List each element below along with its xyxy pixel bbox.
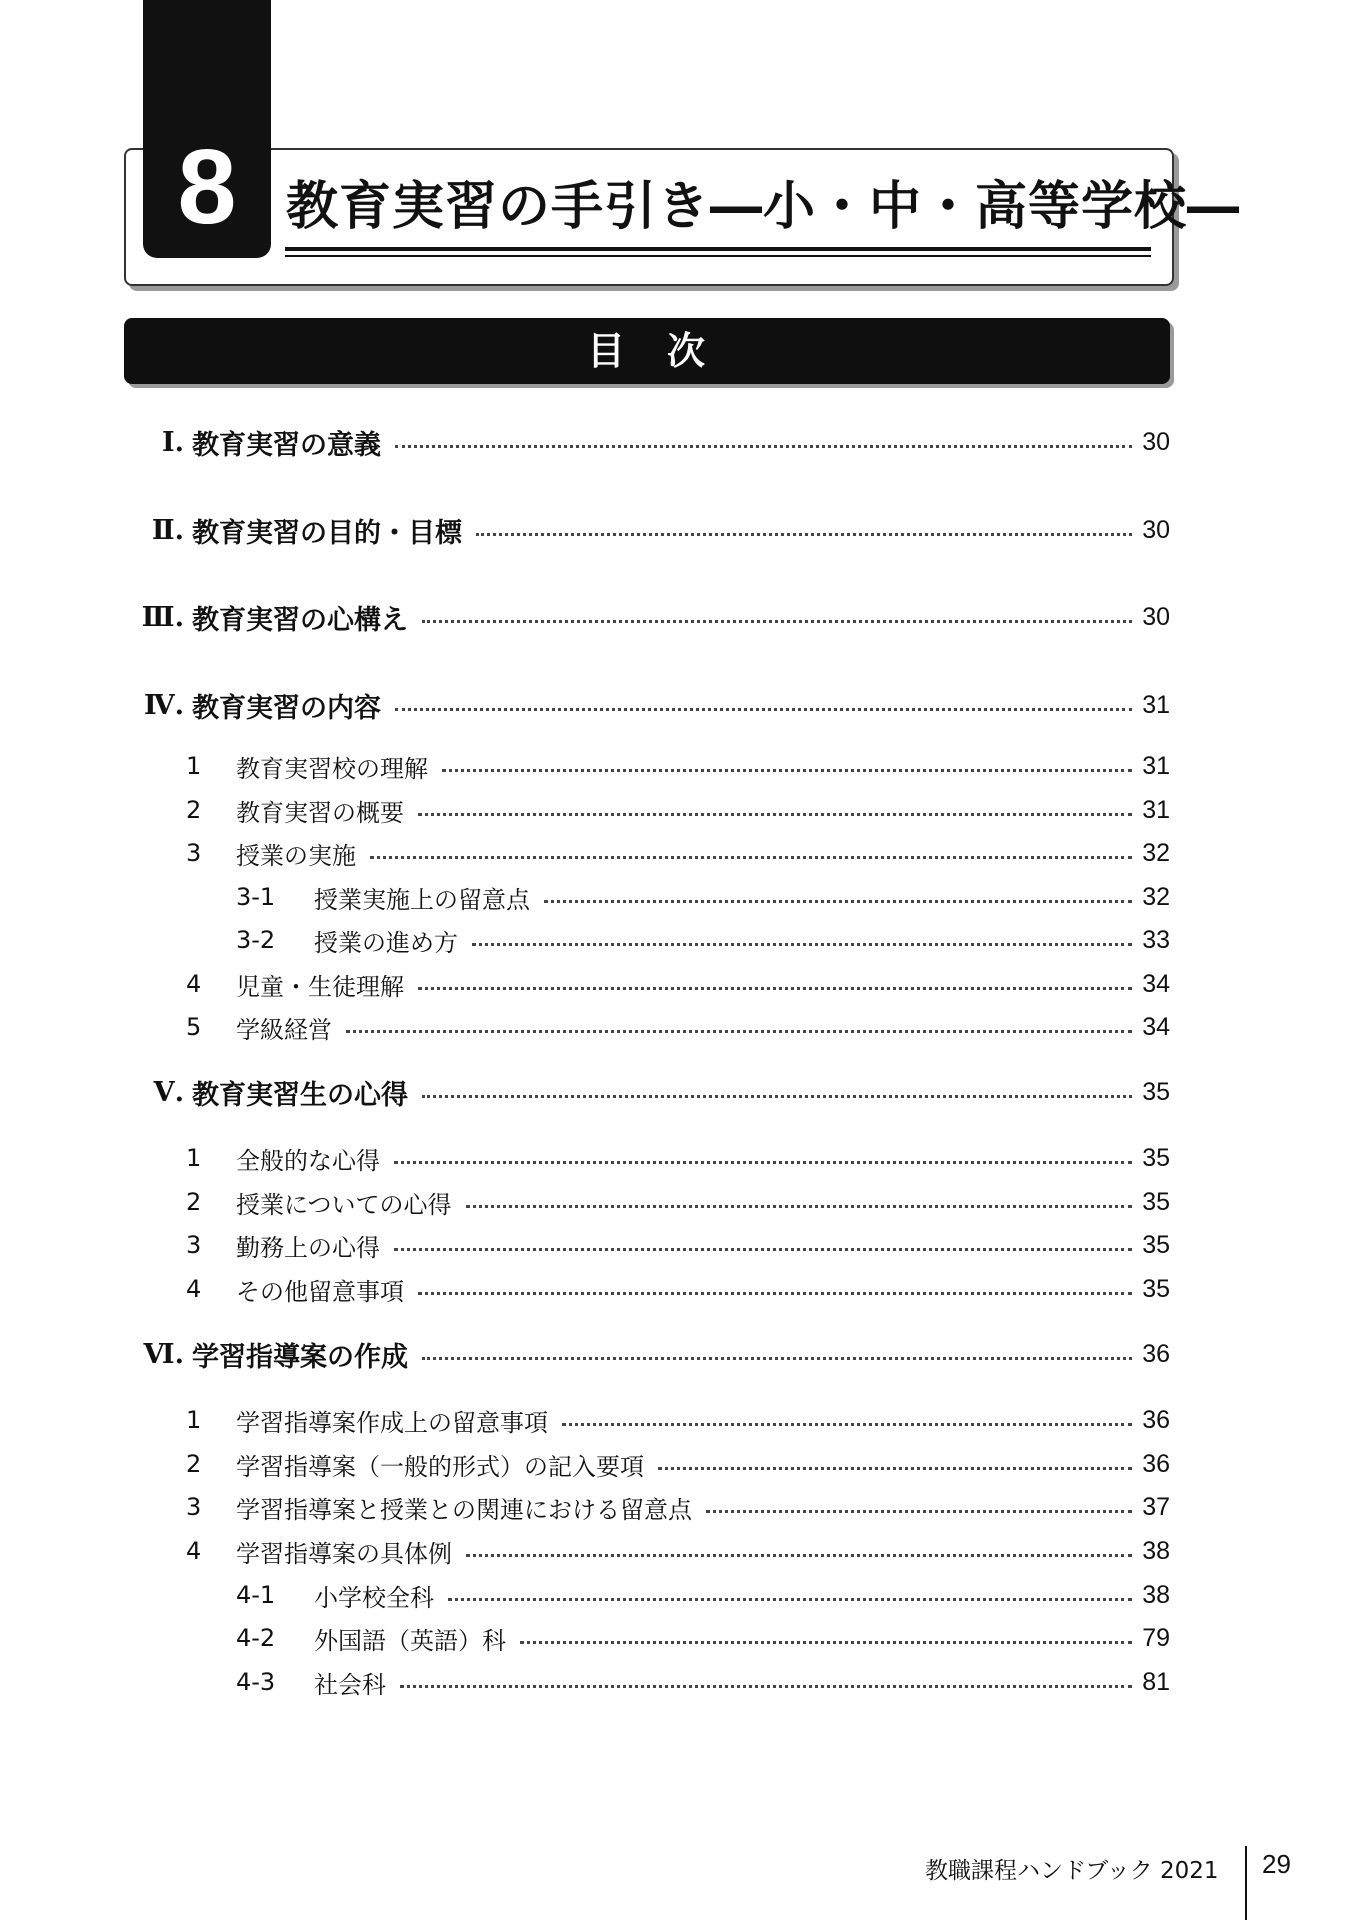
toc-entry-page: 35 (1142, 1187, 1170, 1216)
chapter-number: 8 (177, 128, 237, 246)
toc-entry-number: 3 (186, 1493, 202, 1521)
toc-entry-number: 1 (186, 752, 202, 780)
toc-entry-number: Ⅲ. (141, 601, 184, 633)
toc-entry-number: 3-1 (236, 883, 276, 911)
toc-entry-label: 学習指導案の作成 (192, 1341, 408, 1373)
toc-entry-label: 教育実習生の心得 (192, 1079, 408, 1111)
toc-entry[interactable] (124, 1334, 1170, 1374)
dot-leader (400, 1685, 1132, 1688)
toc-entry-number: 1 (186, 1406, 202, 1434)
footer-separator (1245, 1846, 1247, 1920)
toc-entry[interactable] (124, 1272, 1170, 1306)
dot-leader (418, 987, 1132, 990)
toc-entry[interactable] (124, 1665, 1170, 1699)
toc-entry[interactable] (124, 1228, 1170, 1262)
toc-entry-number: 1 (186, 1144, 202, 1172)
toc-entry-page: 37 (1142, 1492, 1170, 1521)
toc-entry-number: Ⅱ. (151, 514, 184, 546)
toc-entry[interactable] (124, 836, 1170, 870)
toc-entry-label: 全般的な心得 (236, 1146, 380, 1175)
toc-entry[interactable] (124, 1621, 1170, 1655)
dot-leader (394, 1248, 1132, 1251)
toc-entry-label: 授業の実施 (236, 841, 356, 870)
toc-entry-label: 小学校全科 (314, 1583, 434, 1612)
toc-entry-label: 教育実習の意義 (192, 429, 381, 461)
toc-entry-page: 32 (1142, 838, 1170, 867)
dot-leader (562, 1423, 1132, 1426)
toc-entry-page: 35 (1142, 1077, 1170, 1106)
title-underline-thick (285, 247, 1151, 251)
footer-book-title: 教職課程ハンドブック 2021 (925, 1858, 1219, 1884)
dot-leader (544, 900, 1132, 903)
toc-entry-number: Ⅴ. (153, 1076, 184, 1108)
chapter-title: 教育実習の手引き―小・中・高等学校― (286, 177, 1241, 237)
dot-leader (466, 1205, 1133, 1208)
dot-leader (422, 1357, 1132, 1360)
toc-entry-page: 31 (1142, 751, 1170, 780)
title-underline-thin (285, 255, 1151, 257)
toc-entry-page: 81 (1142, 1667, 1170, 1696)
toc-entry-number: 4 (186, 1537, 202, 1565)
dot-leader (418, 813, 1132, 816)
toc-entry-label: 児童・生徒理解 (236, 972, 404, 1001)
toc-entry-number: 2 (186, 1450, 202, 1478)
toc-entry[interactable] (124, 967, 1170, 1001)
toc-entry-label: 学習指導案（一般的形式）の記入要項 (236, 1452, 644, 1481)
dot-leader (394, 1161, 1132, 1164)
toc-entry-page: 34 (1142, 1012, 1170, 1041)
dot-leader (658, 1467, 1132, 1470)
toc-entry-page: 30 (1142, 602, 1170, 631)
toc-entry-label: 授業実施上の留意点 (314, 885, 530, 914)
toc-entry[interactable] (124, 1141, 1170, 1175)
toc-entry[interactable] (124, 510, 1170, 550)
dot-leader (466, 1554, 1132, 1557)
toc-entry[interactable] (124, 1447, 1170, 1481)
toc-entry-label: 勤務上の心得 (236, 1233, 380, 1262)
dot-leader (476, 533, 1132, 536)
toc-entry-page: 30 (1142, 427, 1170, 456)
toc-entry-label: 授業の進め方 (314, 928, 458, 957)
dot-leader (442, 769, 1132, 772)
toc-entry[interactable] (124, 685, 1170, 725)
toc-entry-number: 4-3 (236, 1668, 276, 1696)
toc-entry-label: 学習指導案作成上の留意事項 (236, 1408, 548, 1437)
toc-entry-number: 3 (186, 839, 202, 867)
toc-entry[interactable] (124, 422, 1170, 462)
toc-entry[interactable] (124, 1578, 1170, 1612)
toc-entry[interactable] (124, 597, 1170, 637)
dot-leader (472, 943, 1132, 946)
toc-entry[interactable] (124, 749, 1170, 783)
toc-entry-page: 34 (1142, 969, 1170, 998)
toc-entry[interactable] (124, 1490, 1170, 1524)
toc-entry[interactable] (124, 793, 1170, 827)
dot-leader (418, 1292, 1132, 1295)
toc-entry-number: 4-2 (236, 1624, 276, 1652)
toc-entry-page: 32 (1142, 882, 1170, 911)
toc-entry-number: Ⅵ. (143, 1338, 184, 1370)
toc-entry-label: 教育実習校の理解 (236, 754, 428, 783)
toc-entry-number: 3-2 (236, 926, 276, 954)
toc-entry-page: 31 (1142, 690, 1170, 719)
toc-entry-label: その他留意事項 (236, 1277, 404, 1306)
toc-entry-label: 学習指導案と授業との関連における留意点 (236, 1495, 692, 1524)
toc-entry-number: 4 (186, 1275, 202, 1303)
toc-entry[interactable] (124, 923, 1170, 957)
toc-entry-number: Ⅳ. (143, 689, 184, 721)
toc-entry-page: 31 (1142, 795, 1170, 824)
toc-entry-label: 教育実習の概要 (236, 798, 404, 827)
toc-entry-page: 35 (1142, 1230, 1170, 1259)
toc-entry[interactable] (124, 1072, 1170, 1112)
dot-leader (346, 1030, 1132, 1033)
toc-entry[interactable] (124, 1403, 1170, 1437)
toc-entry-page: 33 (1142, 925, 1170, 954)
toc-entry-label: 教育実習の目的・目標 (192, 517, 462, 549)
toc-entry-number: 3 (186, 1231, 202, 1259)
dot-leader (448, 1598, 1132, 1601)
dot-leader (422, 620, 1132, 623)
dot-leader (395, 708, 1132, 711)
toc-entry-label: 教育実習の内容 (192, 692, 381, 724)
toc-entry-label: 教育実習の心構え (192, 604, 408, 636)
toc-entry-page: 36 (1142, 1449, 1170, 1478)
toc-entry[interactable] (124, 1185, 1170, 1219)
dot-leader (520, 1641, 1132, 1644)
toc-entry-page: 36 (1142, 1339, 1170, 1368)
toc-entry-page: 38 (1142, 1580, 1170, 1609)
toc-entry-page: 38 (1142, 1536, 1170, 1565)
toc-entry-number: 5 (186, 1013, 202, 1041)
dot-leader (706, 1510, 1132, 1513)
toc-entry-page: 79 (1142, 1623, 1170, 1652)
toc-entry[interactable] (124, 1534, 1170, 1568)
toc-entry-label: 学習指導案の具体例 (236, 1539, 452, 1568)
toc-entry-label: 社会科 (314, 1670, 386, 1699)
toc-entry-number: 2 (186, 796, 202, 824)
toc-entry-number: 2 (186, 1188, 202, 1216)
toc-entry-page: 36 (1142, 1405, 1170, 1434)
dot-leader (395, 445, 1132, 448)
toc-entry-label: 学級経営 (236, 1015, 332, 1044)
toc-entry[interactable] (124, 880, 1170, 914)
toc-entry-label: 授業についての心得 (236, 1190, 452, 1219)
dot-leader (422, 1095, 1132, 1098)
dot-leader (370, 856, 1132, 859)
toc-entry-number: Ⅰ. (161, 426, 184, 458)
toc-entry-page: 30 (1142, 515, 1170, 544)
toc-entry[interactable] (124, 1010, 1170, 1044)
toc-entry-page: 35 (1142, 1274, 1170, 1303)
toc-heading: 目 次 (586, 329, 707, 373)
toc-entry-label: 外国語（英語）科 (314, 1626, 506, 1655)
toc-entry-number: 4-1 (236, 1581, 276, 1609)
toc-entry-number: 4 (186, 970, 202, 998)
footer-page-number: 29 (1262, 1849, 1291, 1879)
toc-entry-page: 35 (1142, 1143, 1170, 1172)
